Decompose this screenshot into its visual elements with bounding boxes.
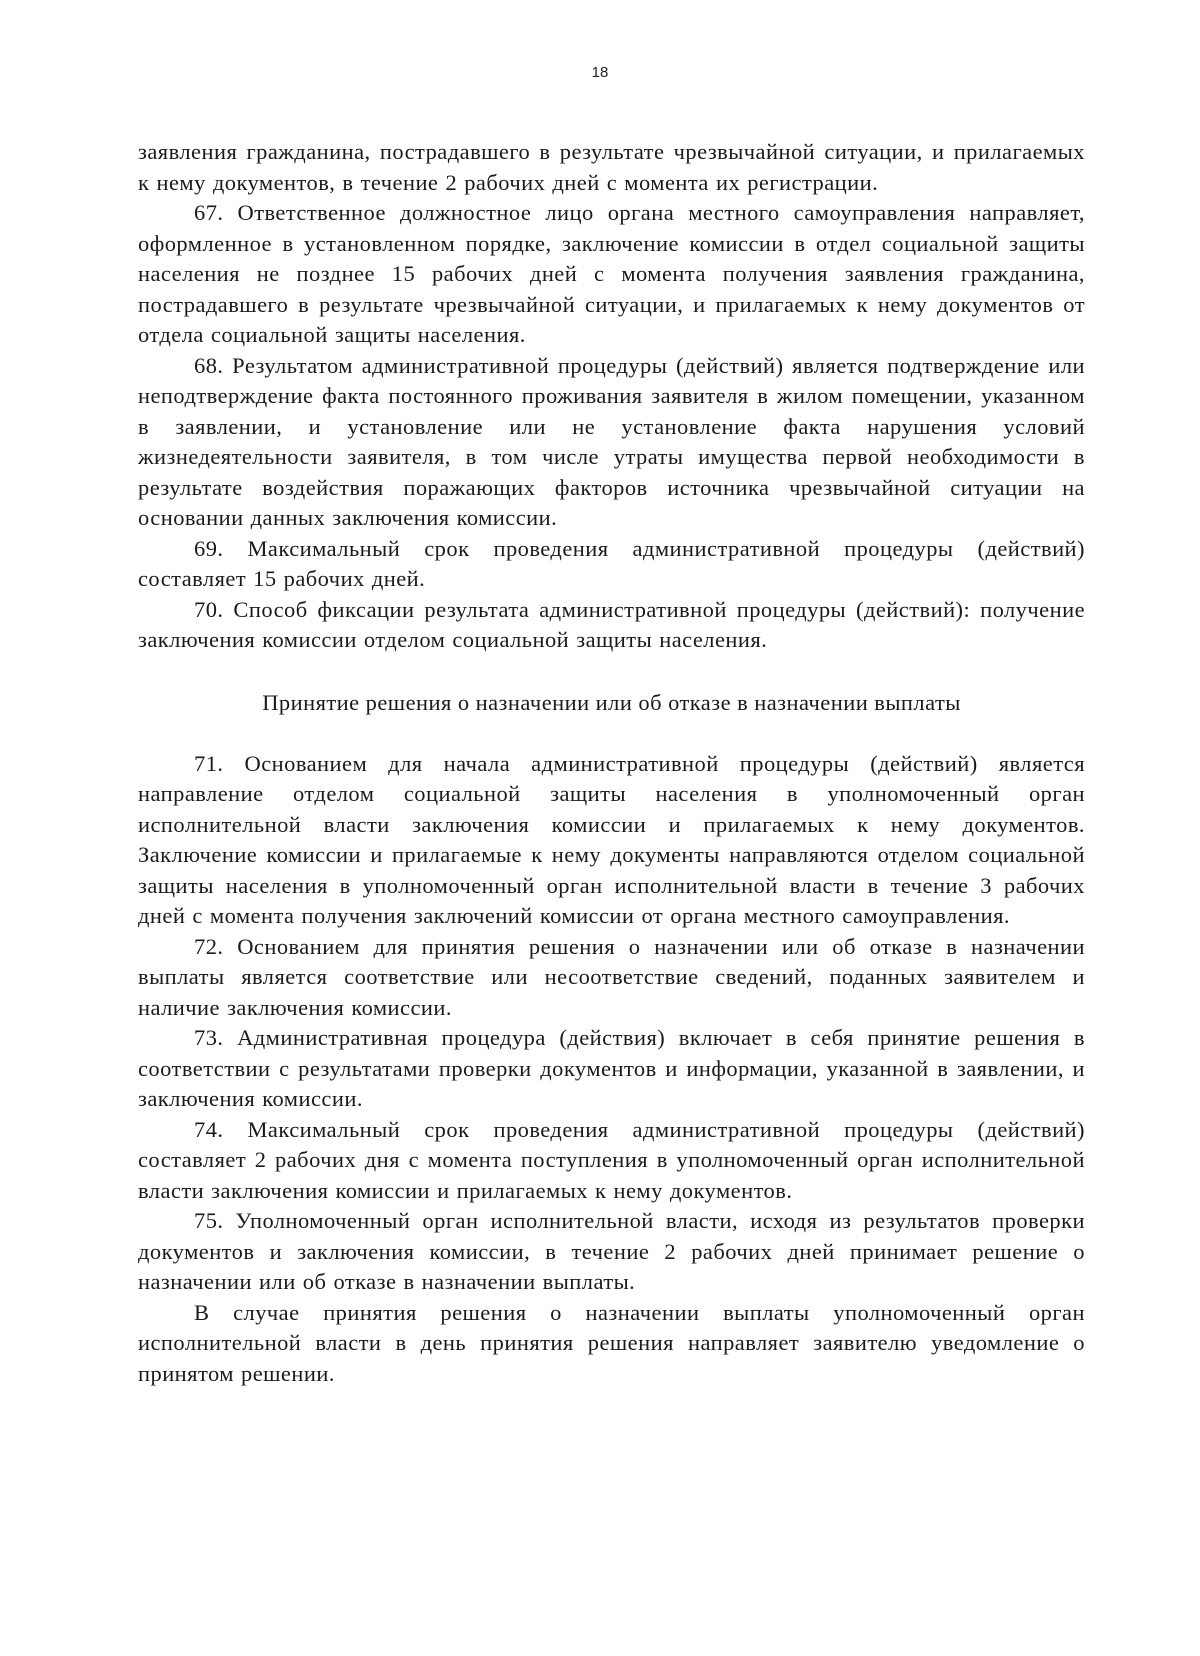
- paragraph-notification: В случае принятия решения о назначении выплаты уполномоченный орган исполнительной власти в день принятия решения направляет заявителю уведомление о принятом решении.: [138, 1299, 1085, 1386]
- paragraph-67: 67. Ответственное должностное лицо органа местного самоуправления направляет, оформленное в установленном порядке, заключение комиссии в отдел социальной защиты населения не позднее 15 рабочих дней с момента получения заявления гражданина, пострадавшего в результате чрезвычайной ситуации, и прилагаемых к нему документов от отдела социальной защиты населения.: [138, 200, 1085, 347]
- page-number: 18: [591, 64, 609, 81]
- paragraph-69: 69. Максимальный срок проведения административной процедуры (действий) составляет 15 рабочих дней.: [138, 535, 1085, 591]
- paragraph-73: 73. Административная процедура (действия) включает в себя принятие решения в соответствии с результатами проверки документов и информации, указанной в заявлении, и заключения комиссии.: [138, 1025, 1085, 1111]
- paragraph-68: 68. Результатом административной процедуры (действий) является подтверждение или неподтверждение факта постоянного проживания заявителя в жилом помещении, указанном в заявлении, и установление или не установление факта нарушения условий жизнедеятельности заявителя, в том числе утраты имущества первой необходимости в результате воздействия поражающих факторов источника чрезвычайной ситуации на основании данных заключения комиссии.: [138, 352, 1085, 530]
- paragraph-72: 72. Основанием для принятия решения о назначении или об отказе в назначении выплаты является соответствие или несоответствие сведений, поданных заявителем и наличие заключения комиссии.: [138, 933, 1085, 1020]
- section-heading: Принятие решения о назначении или об отказе в назначении выплаты: [262, 689, 961, 715]
- paragraph-continuation: заявления гражданина, пострадавшего в результате чрезвычайной ситуации, и прилагаемых к нему документов, в течение 2 рабочих дней с момента их регистрации.: [138, 139, 1085, 195]
- paragraph-71: 71. Основанием для начала административной процедуры (действий) является направление отделом социальной защиты населения в уполномоченный орган исполнительной власти заключения комиссии и прилагаемых к нему документов. Заключение комиссии и прилагаемые к нему документы направляются отделом социальной защиты населения в уполномоченный орган исполнительной власти в течение 3 рабочих дней с момента получения заключений комиссии от органа местного самоуправления.: [138, 750, 1085, 928]
- document-body: [138, 137, 1085, 1389]
- paragraph-70: 70. Способ фиксации результата административной процедуры (действий): получение заключения комиссии отделом социальной защиты населения.: [138, 596, 1085, 652]
- paragraph-74: 74. Максимальный срок проведения административной процедуры (действий) составляет 2 рабочих дня с момента поступления в уполномоченный орган исполнительной власти заключения комиссии и прилагаемых к нему документов.: [138, 1116, 1085, 1203]
- paragraph-75: 75. Уполномоченный орган исполнительной власти, исходя из результатов проверки документов и заключения комиссии, в течение 2 рабочих дней принимает решение о назначении или об отказе в назначении выплаты.: [138, 1208, 1085, 1294]
